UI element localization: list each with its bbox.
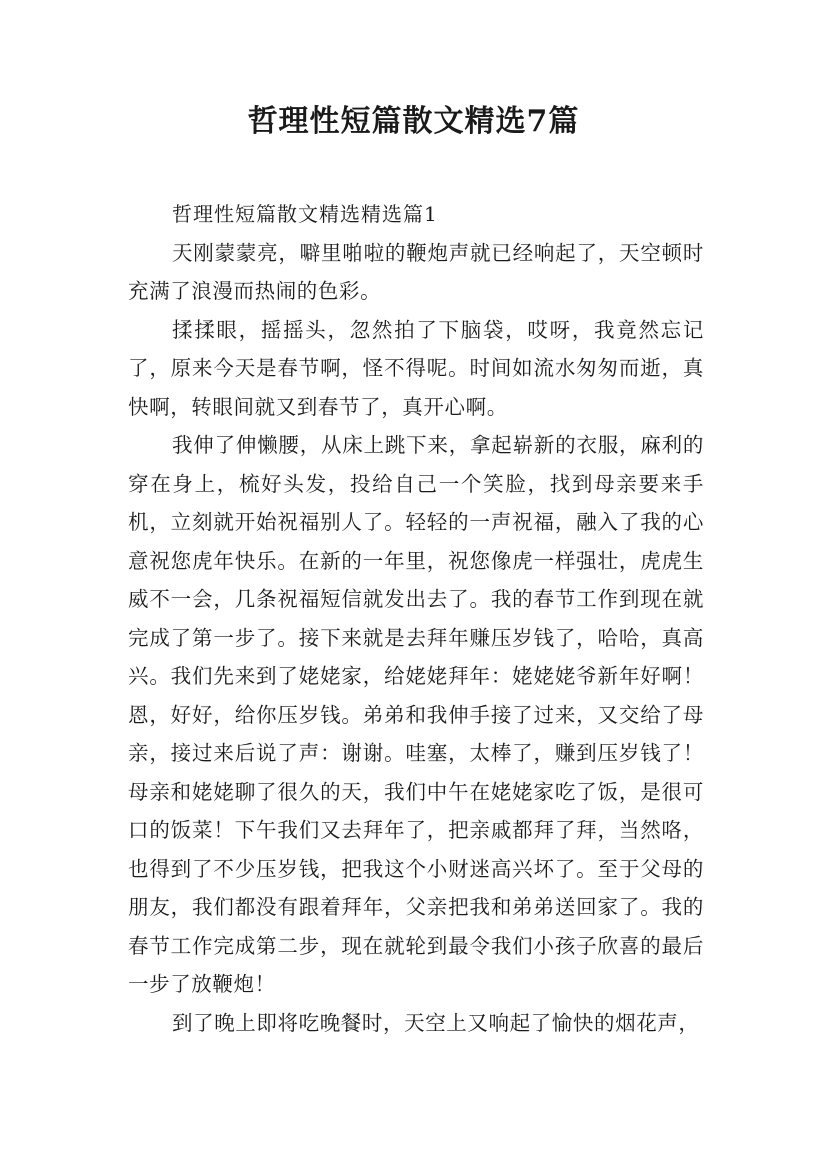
document-title: 哲理性短篇散文精选7篇 — [247, 104, 580, 139]
document-body — [128, 195, 704, 1042]
paragraph: 到了晚上即将吃晚餐时，天空上又响起了愉快的烟花声， — [172, 1010, 700, 1035]
paragraph: 天刚蒙蒙亮，噼里啪啦的鞭炮声就已经响起了，天空顿时充满了浪漫而热闹的色彩。 — [128, 240, 704, 303]
paragraph: 揉揉眼，摇摇头，忽然拍了下脑袋，哎呀，我竟然忘记了，原来今天是春节啊，怪不得呢。时间如流水匆匆而逝，真快啊，转眼间就又到春节了，真开心啊。 — [128, 317, 704, 419]
paragraph: 我伸了伸懒腰，从床上跳下来，拿起崭新的衣服，麻利的穿在身上，梳好头发，投给自己一个笑脸，找到母亲要来手机，立刻就开始祝福别人了。轻轻的一声祝福，融入了我的心意祝您虎年快乐。在新的一年里，祝您像虎一样强壮，虎虎生威不一会，几条祝福短信就发出去了。我的春节工作到现在就完成了第一步了。接下来就是去拜年赚压岁钱了，哈哈，真高兴。我们先来到了姥姥家，给姥姥拜年：姥姥姥爷新年好啊！恩，好好，给你压岁钱。弟弟和我伸手接了过来，又交给了母亲，接过来后说了声：谢谢。哇塞，太棒了，赚到压岁钱了！母亲和姥姥聊了很久的天，我们中午在姥姥家吃了饭，是很可口的饭菜！下午我们又去拜年了，把亲戚都拜了拜，当然咯，也得到了不少压岁钱，把我这个小财迷高兴坏了。至于父母的朋友，我们都没有跟着拜年，父亲把我和弟弟送回家了。我的春节工作完成第二步，现在就轮到最令我们小孩子欣喜的最后一步了放鞭炮！ — [128, 433, 704, 996]
section-subtitle: 哲理性短篇散文精选精选篇1 — [172, 202, 438, 226]
